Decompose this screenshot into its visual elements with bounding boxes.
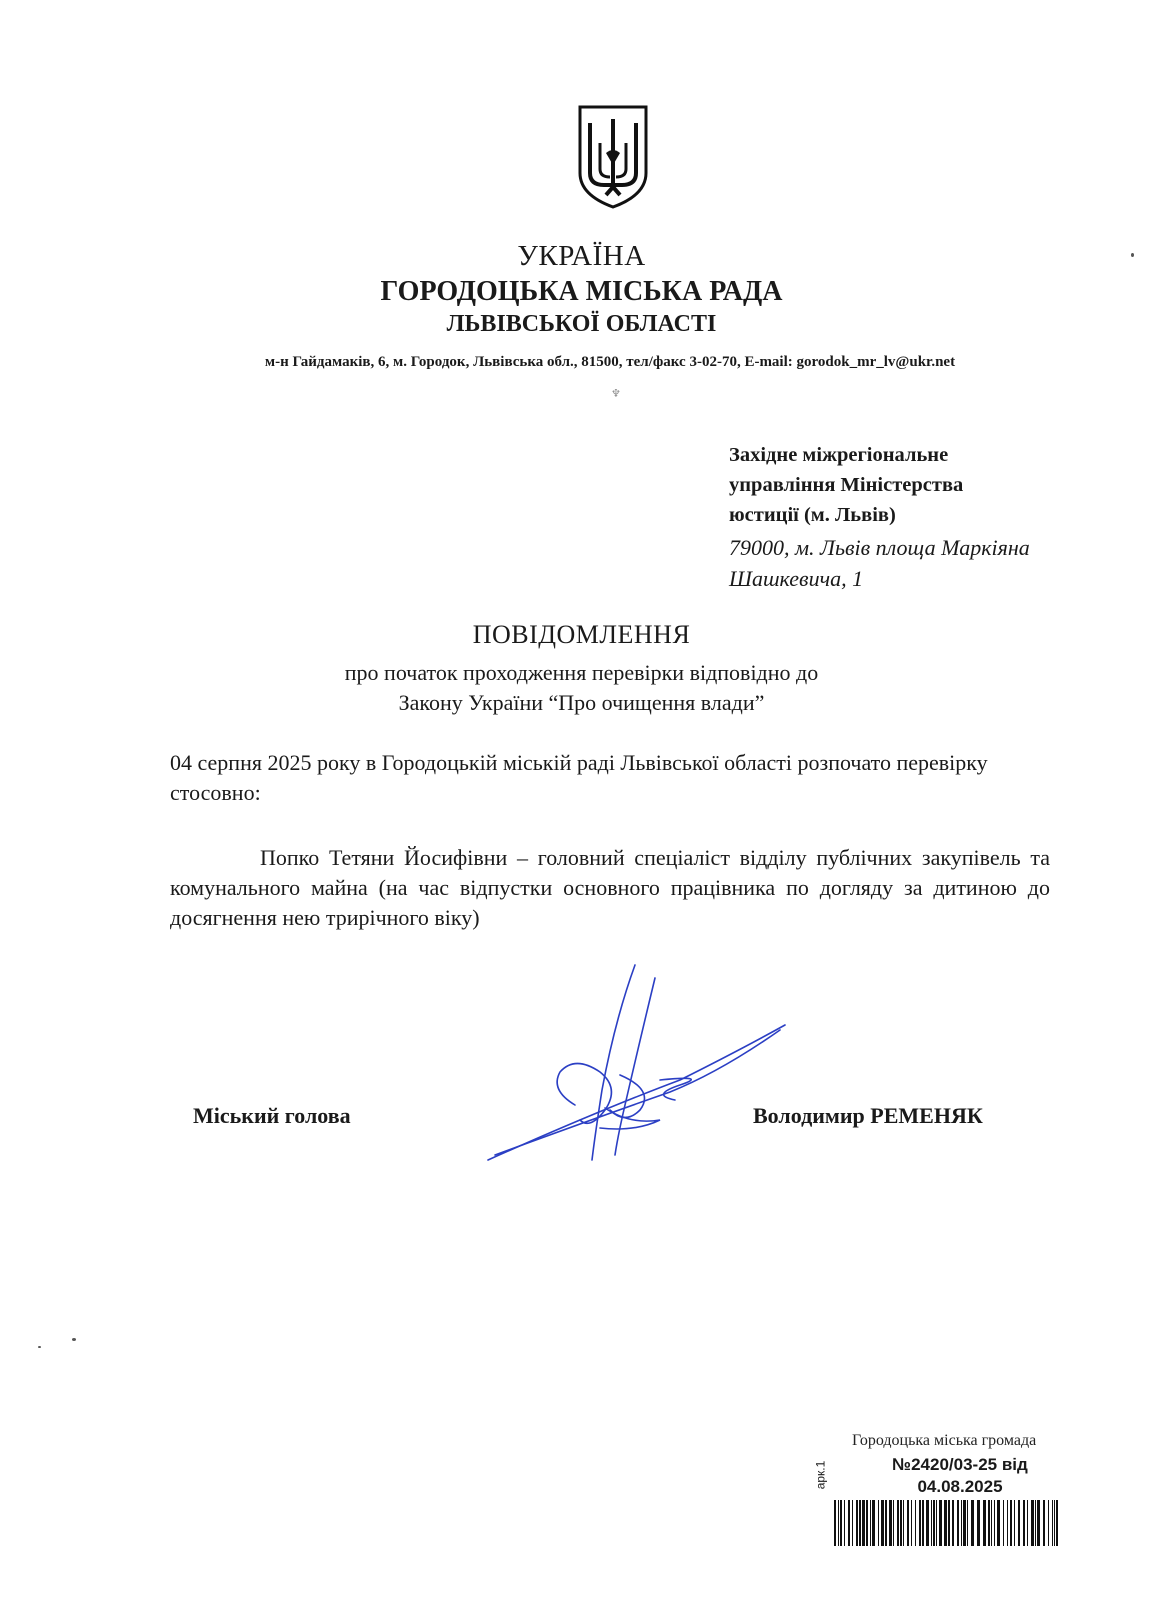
barcode-bar [866,1500,868,1546]
barcode-bar [862,1500,865,1546]
barcode-bar [977,1500,980,1546]
barcode-bar [844,1500,845,1546]
barcode-bar [919,1500,921,1546]
barcode-bar [893,1500,894,1546]
barcode-bar [1018,1500,1020,1546]
barcode-bar [903,1500,904,1546]
barcode-bar [1023,1500,1025,1546]
barcode-bar [997,1500,1000,1546]
stamp-community: Городоцька міська громада [852,1432,1037,1449]
barcode-bar [1027,1500,1028,1546]
small-emblem-icon: ♆ [611,388,621,400]
barcode-bar [967,1500,968,1546]
barcode-bar [926,1500,929,1546]
barcode-bar [971,1500,974,1546]
barcode-bar [1043,1500,1045,1546]
barcode-bar [838,1500,839,1546]
barcode-bar [878,1500,879,1546]
barcode-bar [1056,1500,1058,1546]
barcode [834,1500,1062,1546]
barcode-bar [994,1500,995,1546]
barcode-bar [1035,1500,1036,1546]
barcode-bar [872,1500,875,1546]
barcode-bar [885,1500,887,1546]
notice-subtitle-line: про початок проходження перевірки відповідно до [344,660,819,685]
barcode-bar [1052,1500,1053,1546]
notice-person: Попко Тетяни Йосифівни – головний спеціаліст відділу публічних закупівель та комунального майна (на час відпустки основного працівника по догляду за дитиною до досягнення нею трирічного віку) [170,845,1050,930]
signatory-name: Володимир РЕМЕНЯК [753,1103,983,1128]
barcode-bar [907,1500,909,1546]
barcode-bar [931,1500,932,1546]
header-contacts: м-н Гайдамаків, 6, м. Городок, Львівська обл., 81500, тел/факс 3-02-70, E-mail: gorodok_mr_lv@ukr.net [264,354,956,370]
barcode-bar [848,1500,850,1546]
barcode-bar [922,1500,924,1546]
coat-of-arms-icon [576,103,650,211]
barcode-bar [852,1500,853,1546]
barcode-bar [983,1500,986,1546]
barcode-bar [952,1500,954,1546]
scan-speck [1131,253,1134,257]
barcode-bar [900,1500,902,1546]
barcode-bar [1014,1500,1015,1546]
barcode-bar [936,1500,937,1546]
barcode-bar [911,1500,912,1546]
barcode-bar [915,1500,916,1546]
addressee-block [729,440,1149,594]
barcode-bar [1054,1500,1055,1546]
barcode-bar [961,1500,962,1546]
barcode-bar [897,1500,899,1546]
barcode-bar [834,1500,836,1546]
barcode-bar [1010,1500,1012,1546]
barcode-bar [1003,1500,1004,1546]
addressee-name-line: управління Міністерства [729,474,964,496]
barcode-bar [1037,1500,1040,1546]
barcode-bar [870,1500,871,1546]
barcode-bar [889,1500,892,1546]
handwritten-signature [480,960,800,1180]
barcode-bar [991,1500,992,1546]
notice-subtitle-line: Закону України “Про очищення влади” [398,690,765,715]
barcode-bar [957,1500,959,1546]
barcode-bar [856,1500,858,1546]
barcode-bar [948,1500,950,1546]
barcode-bar [939,1500,942,1546]
barcode-bar [1031,1500,1034,1546]
notice-body: 04 серпня 2025 року в Городоцькій міській раді Львівської області розпочато перевірку стосовно: [170,750,988,805]
barcode-bar [933,1500,935,1546]
addressee-address-line: 79000, м. Львів площа Маркіяна [729,535,1030,560]
barcode-bar [840,1500,842,1546]
stamp-date: 04.08.2025 [917,1477,1003,1496]
barcode-bar [1048,1500,1049,1546]
addressee-name-line: Західне міжрегіональне [729,444,949,466]
barcode-bar [944,1500,947,1546]
barcode-bar [1007,1500,1008,1546]
header-council: ГОРОДОЦЬКА МІСЬКА РАДА [380,276,783,307]
barcode-bar [881,1500,884,1546]
barcode-bar [859,1500,861,1546]
scan-speck [72,1338,76,1341]
barcode-bar [963,1500,966,1546]
stamp-number: №2420/03-25 від [892,1455,1028,1474]
signatory-role: Міський голова [193,1103,351,1128]
barcode-bar [988,1500,990,1546]
stamp-sheet: арк.1 [813,1460,828,1490]
header-region: ЛЬВІВСЬКОЇ ОБЛАСТІ [446,311,717,337]
header-country: УКРАЇНА [517,240,646,272]
addressee-address-line: Шашкевича, 1 [729,566,864,591]
addressee-name-line: юстиції (м. Львів) [729,504,896,526]
notice-title: ПОВІДОМЛЕННЯ [472,620,691,649]
scan-speck [38,1346,41,1348]
